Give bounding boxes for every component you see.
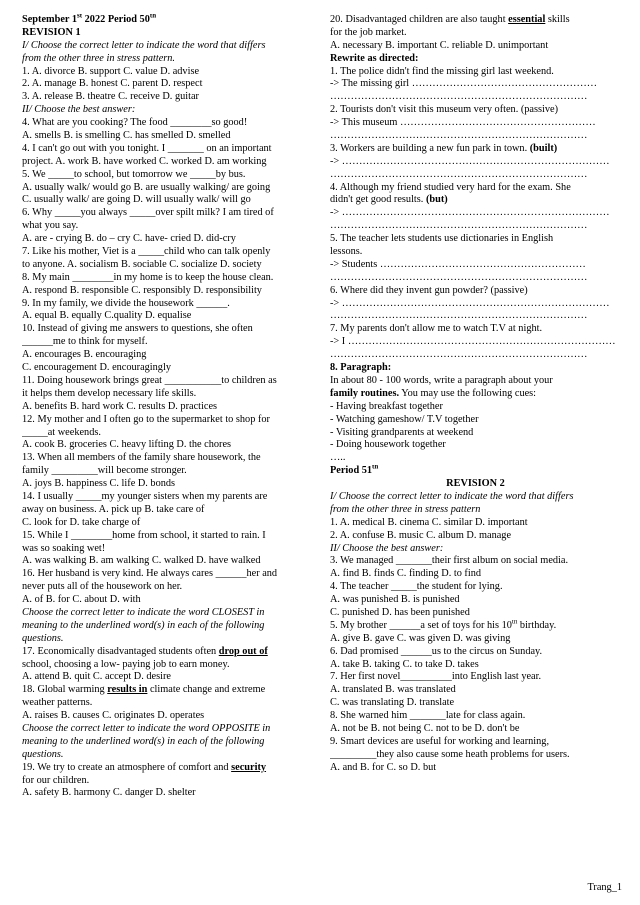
right-line: 6. Dad promised ______us to the circus on Sunday.	[330, 645, 543, 657]
left-line: meaning to the underlined word(s) in each of the following	[22, 735, 265, 747]
left-line: C. usually walk/ are going D. will usually walk/ will go	[22, 194, 251, 206]
right-line: …………………………………………………………………	[330, 168, 588, 180]
page-number: Trang_1	[587, 882, 622, 893]
right-line: II/ Choose the best answer:	[330, 542, 444, 554]
left-line: A. attend B. quit C. accept D. desire	[22, 671, 171, 683]
left-line: 2. A. manage B. honest C. parent D. respect	[22, 78, 203, 90]
left-line: weather patterns.	[22, 697, 93, 709]
left-line: A. encourages B. encouraging	[22, 349, 147, 361]
left-line: C. encouragement D. encouragingly	[22, 362, 171, 374]
left-line: 14. I usually _____my younger sisters when my parents are	[22, 490, 268, 502]
right-line: 5. The teacher lets students use dictionaries in English	[330, 233, 554, 245]
left-line: A. respond B. responsible C. responsibly D. responsibility	[22, 284, 262, 296]
left-line: 8. My main ________in my home is to keep the house clean.	[22, 271, 274, 283]
left-line: Choose the correct letter to indicate the word OPPOSITE in	[22, 722, 271, 734]
left-line: school, choosing a low- paying job to earn money.	[22, 658, 230, 670]
right-line: 8. She warned him _______late for class again.	[330, 710, 526, 722]
right-line: from the other three in stress pattern	[330, 503, 481, 515]
right-line: A. and B. for C. so D. but	[330, 761, 437, 773]
right-line: A. give B. gave C. was given D. was giving	[330, 632, 511, 644]
right-line: C. was translating D. translate	[330, 697, 455, 709]
right-line: -> Students ……………………………………………………	[330, 258, 586, 270]
left-line: II/ Choose the best answer:	[22, 104, 136, 116]
right-line: A. was punished B. is punished	[330, 594, 460, 606]
right-line: 8. Paragraph:	[330, 362, 392, 374]
left-line: meaning to the underlined word(s) in each of the following	[22, 619, 265, 631]
right-line: C. punished D. has been punished	[330, 606, 470, 618]
left-line: to anyone. A. socialism B. sociable C. socialize D. society	[22, 258, 262, 270]
right-line: …………………………………………………………………	[330, 220, 588, 232]
left-line: project. A. work B. have worked C. worked D. am working	[22, 155, 267, 167]
left-line: away on business. A. pick up B. take care of	[22, 503, 205, 515]
left-line: A. cook B. groceries C. heavy lifting D. the chores	[22, 439, 232, 451]
left-line: A. equal B. equally C.quality D. equalise	[22, 310, 192, 322]
right-line: I/ Choose the correct letter to indicate the word that differs	[330, 490, 574, 502]
right-line: -> ……………………………………………………………………	[330, 297, 610, 309]
left-line: 9. In my family, we divide the housework ______.	[22, 297, 230, 309]
left-line: REVISION 1	[22, 26, 81, 38]
right-line: In about 80 - 100 words, write a paragraph about your	[330, 374, 553, 386]
right-line: - Having breakfast together	[330, 400, 443, 412]
left-line: A. raises B. causes C. originates D. operates	[22, 710, 205, 722]
left-line: from the other three in stress pattern.	[22, 52, 176, 64]
right-line: …………………………………………………………………	[330, 130, 588, 142]
right-line: …………………………………………………………………	[330, 349, 588, 361]
left-line: ______me to think for myself.	[22, 336, 148, 348]
right-line: 1. A. medical B. cinema C. similar D. important	[330, 516, 528, 528]
left-line: 17. Economically disadvantaged students often drop out of	[22, 645, 268, 657]
left-line: A. benefits B. hard work C. results D. practices	[22, 400, 218, 412]
left-line: 4. What are you cooking? The food ________so good!	[22, 117, 248, 129]
left-line: for our children.	[22, 774, 90, 786]
right-line: REVISION 2	[446, 478, 505, 490]
left-line: Choose the correct letter to indicate the word CLOSEST in	[22, 606, 265, 618]
right-line: …..	[330, 452, 346, 464]
left-line: A. safety B. harmony C. danger D. shelter	[22, 787, 196, 799]
left-line: 3. A. release B. theatre C. receive D. guitar	[22, 91, 199, 103]
right-line: 2. A. confuse B. music C. album D. manage	[330, 529, 512, 541]
left-line: 15. While I ________home from school, it started to rain. I	[22, 529, 266, 541]
right-line: A. take B. taking C. to take D. takes	[330, 658, 479, 670]
left-line: 12. My mother and I often go to the supermarket to shop for	[22, 413, 270, 425]
right-line: -> ……………………………………………………………………	[330, 155, 610, 167]
left-line: September 1st 2022 Period 50th	[22, 14, 157, 25]
right-line: …………………………………………………………………	[330, 91, 588, 103]
left-line: C. look for D. take charge of	[22, 516, 141, 528]
left-line: 19. We try to create an atmosphere of comfort and security	[22, 761, 267, 773]
left-line: 6. Why _____you always _____over spilt milk? I am tired of	[22, 207, 274, 219]
left-line: was so soaking wet!	[22, 542, 106, 554]
right-line: -> The missing girl ………………………………………………	[330, 78, 598, 90]
right-line: _________they also cause some heath problems for users.	[330, 748, 570, 760]
left-line: 10. Instead of giving me answers to questions, she often	[22, 323, 253, 335]
right-line: lessons.	[330, 246, 363, 258]
right-line: A. find B. finds C. finding D. to find	[330, 568, 482, 580]
left-line: 13. When all members of the family share housework, the	[22, 452, 261, 464]
right-line: 7. My parents don't allow me to watch T.V at night.	[330, 323, 543, 335]
left-line: questions.	[22, 632, 64, 644]
right-line: A. not be B. not being C. not to be D. don't be	[330, 722, 520, 734]
right-line: -> I ……………………………………………………………………	[330, 336, 616, 348]
left-line: 11. Doing housework brings great ___________to children as	[22, 374, 277, 386]
left-line: A. of B. for C. about D. with	[22, 594, 141, 606]
right-line: …………………………………………………………………	[330, 271, 588, 283]
right-line: - Watching gameshow/ T.V together	[330, 413, 479, 425]
left-line: never puts all of the housework on her.	[22, 581, 183, 593]
left-line: it helps them develop necessary life skills.	[22, 387, 197, 399]
left-line: family _________will become stronger.	[22, 465, 187, 477]
right-line: A. necessary B. important C. reliable D. unimportant	[330, 39, 549, 51]
left-line: what you say.	[22, 220, 79, 232]
left-column	[22, 14, 314, 800]
left-line: A. was walking B. am walking C. walked D. have walked	[22, 555, 261, 567]
left-line: A. smells B. is smelling C. has smelled D. smelled	[22, 130, 231, 142]
right-column	[330, 14, 621, 775]
right-line: 9. Smart devices are useful for working and learning,	[330, 735, 550, 747]
left-line: A. usually walk/ would go B. are usually walking/ are going	[22, 181, 271, 193]
right-line: - Doing housework together	[330, 439, 446, 451]
right-line: 1. The police didn't find the missing girl last weekend.	[330, 65, 554, 77]
right-line: Period 51th	[330, 465, 379, 477]
left-line: 7. Like his mother, Viet is a _____child who can talk openly	[22, 246, 271, 258]
right-line: A. translated B. was translated	[330, 684, 456, 696]
right-line: didn't get good results. (but)	[330, 194, 448, 206]
right-line: 3. Workers are building a new fun park in town. (built)	[330, 142, 558, 154]
left-line: 5. We _____to school, but tomorrow we _____by bus.	[22, 168, 246, 180]
right-line: 6. Where did they invent gun powder? (passive)	[330, 284, 528, 296]
right-line: Rewrite as directed:	[330, 52, 419, 64]
left-line: questions.	[22, 748, 64, 760]
right-line: -> ……………………………………………………………………	[330, 207, 610, 219]
right-line: 20. Disadvantaged children are also taught essential skills	[330, 14, 570, 25]
right-line: 7. Her first novel__________into English last year.	[330, 671, 542, 683]
right-line: 3. We managed _______their first album on social media.	[330, 555, 569, 567]
left-line: 1. A. divorce B. support C. value D. advise	[22, 65, 200, 77]
right-line: -> This museum …………………………………………………	[330, 117, 596, 129]
left-line: A. joys B. happiness C. life D. bonds	[22, 478, 176, 490]
right-line: 5. My brother ______a set of toys for his 10th birthday.	[330, 619, 557, 631]
right-line: …………………………………………………………………	[330, 310, 588, 322]
left-line: 4. I can't go out with you tonight. I _______ on an important	[22, 142, 272, 154]
left-line: I/ Choose the correct letter to indicate the word that differs	[22, 39, 266, 51]
left-line: _____at weekends.	[22, 426, 101, 438]
right-line: family routines. You may use the following cues:	[330, 387, 537, 399]
right-line: 2. Tourists don't visit this museum very often. (passive)	[330, 104, 559, 116]
right-line: for the job market.	[330, 26, 407, 38]
right-line: 4. Although my friend studied very hard for the exam. She	[330, 181, 571, 193]
left-line: 16. Her husband is very kind. He always cares ______her and	[22, 568, 278, 580]
right-line: 4. The teacher _____the student for lying.	[330, 581, 503, 593]
left-line: A. are - crying B. do – cry C. have- cried D. did-cry	[22, 233, 236, 245]
right-line: - Visiting grandparents at weekend	[330, 426, 474, 438]
left-line: 18. Global warming results in climate change and extreme	[22, 684, 266, 696]
